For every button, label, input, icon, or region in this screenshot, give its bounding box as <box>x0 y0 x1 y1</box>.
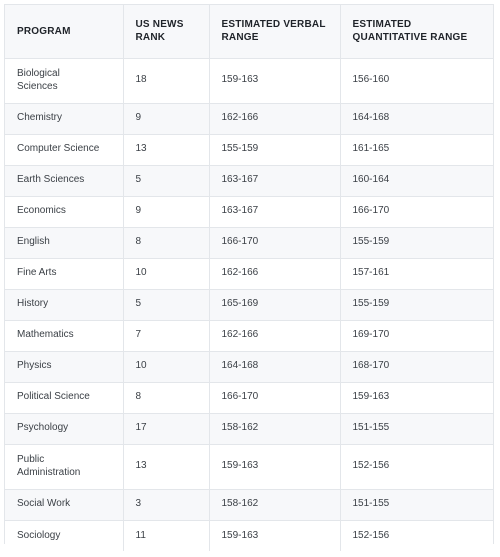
cell-verbal: 163-167 <box>209 196 340 227</box>
table-row <box>5 351 493 382</box>
cell-verbal: 155-159 <box>209 134 340 165</box>
cell-quant: 169-170 <box>340 320 493 351</box>
cell-rank: 9 <box>123 103 209 134</box>
cell-verbal: 165-169 <box>209 289 340 320</box>
table-row <box>5 289 493 320</box>
cell-rank: 8 <box>123 382 209 413</box>
cell-program: Chemistry <box>5 103 123 134</box>
cell-verbal: 158-162 <box>209 413 340 444</box>
cell-quant: 160-164 <box>340 165 493 196</box>
cell-rank: 17 <box>123 413 209 444</box>
cell-verbal: 159-163 <box>209 58 340 103</box>
cell-quant: 152-156 <box>340 444 493 489</box>
cell-rank: 5 <box>123 165 209 196</box>
cell-program: Political Science <box>5 382 123 413</box>
cell-quant: 151-155 <box>340 489 493 520</box>
cell-program: Biological Sciences <box>5 58 123 103</box>
table-row <box>5 444 493 489</box>
cell-program: Physics <box>5 351 123 382</box>
table-row <box>5 489 493 520</box>
cell-rank: 8 <box>123 227 209 258</box>
table-row <box>5 320 493 351</box>
table-row <box>5 227 493 258</box>
header-verbal-range: ESTIMATED VERBAL RANGE <box>209 5 340 58</box>
cell-verbal: 162-166 <box>209 258 340 289</box>
cell-verbal: 159-163 <box>209 444 340 489</box>
cell-rank: 10 <box>123 351 209 382</box>
table-row <box>5 258 493 289</box>
cell-program: Fine Arts <box>5 258 123 289</box>
table-body <box>5 58 493 551</box>
cell-rank: 7 <box>123 320 209 351</box>
cell-quant: 155-159 <box>340 289 493 320</box>
cell-rank: 3 <box>123 489 209 520</box>
table-row <box>5 520 493 551</box>
cell-verbal: 162-166 <box>209 103 340 134</box>
cell-rank: 13 <box>123 134 209 165</box>
cell-program: History <box>5 289 123 320</box>
gre-scores-table <box>5 5 493 551</box>
table-header <box>5 5 493 58</box>
cell-rank: 18 <box>123 58 209 103</box>
cell-rank: 11 <box>123 520 209 551</box>
table-row <box>5 165 493 196</box>
cell-quant: 156-160 <box>340 58 493 103</box>
table-row <box>5 58 493 103</box>
cell-verbal: 159-163 <box>209 520 340 551</box>
cell-quant: 151-155 <box>340 413 493 444</box>
cell-quant: 166-170 <box>340 196 493 227</box>
cell-quant: 157-161 <box>340 258 493 289</box>
cell-quant: 161-165 <box>340 134 493 165</box>
cell-program: Psychology <box>5 413 123 444</box>
cell-program: Public Administration <box>5 444 123 489</box>
table-row <box>5 103 493 134</box>
cell-quant: 159-163 <box>340 382 493 413</box>
cell-verbal: 166-170 <box>209 382 340 413</box>
cell-rank: 10 <box>123 258 209 289</box>
table-row <box>5 413 493 444</box>
header-row <box>5 5 493 58</box>
cell-program: Computer Science <box>5 134 123 165</box>
cell-verbal: 166-170 <box>209 227 340 258</box>
cell-program: Social Work <box>5 489 123 520</box>
cell-rank: 5 <box>123 289 209 320</box>
cell-quant: 164-168 <box>340 103 493 134</box>
table-row <box>5 382 493 413</box>
cell-quant: 155-159 <box>340 227 493 258</box>
cell-program: Earth Sciences <box>5 165 123 196</box>
cell-program: Sociology <box>5 520 123 551</box>
cell-program: English <box>5 227 123 258</box>
cell-rank: 9 <box>123 196 209 227</box>
table-row <box>5 134 493 165</box>
header-quantitative-range: ESTIMATED QUANTITATIVE RANGE <box>340 5 493 58</box>
table-row <box>5 196 493 227</box>
header-program: PROGRAM <box>5 5 123 58</box>
cell-verbal: 162-166 <box>209 320 340 351</box>
cell-quant: 152-156 <box>352 529 390 541</box>
cell-verbal: 163-167 <box>209 165 340 196</box>
gre-scores-table-container <box>4 4 494 544</box>
cell-rank: 13 <box>123 444 209 489</box>
cell-program: Mathematics <box>5 320 123 351</box>
cell-verbal: 158-162 <box>209 489 340 520</box>
cell-verbal: 164-168 <box>209 351 340 382</box>
cell-program: Economics <box>5 196 123 227</box>
cell-quant: 168-170 <box>340 351 493 382</box>
header-us-news-rank: US NEWS RANK <box>123 5 209 58</box>
